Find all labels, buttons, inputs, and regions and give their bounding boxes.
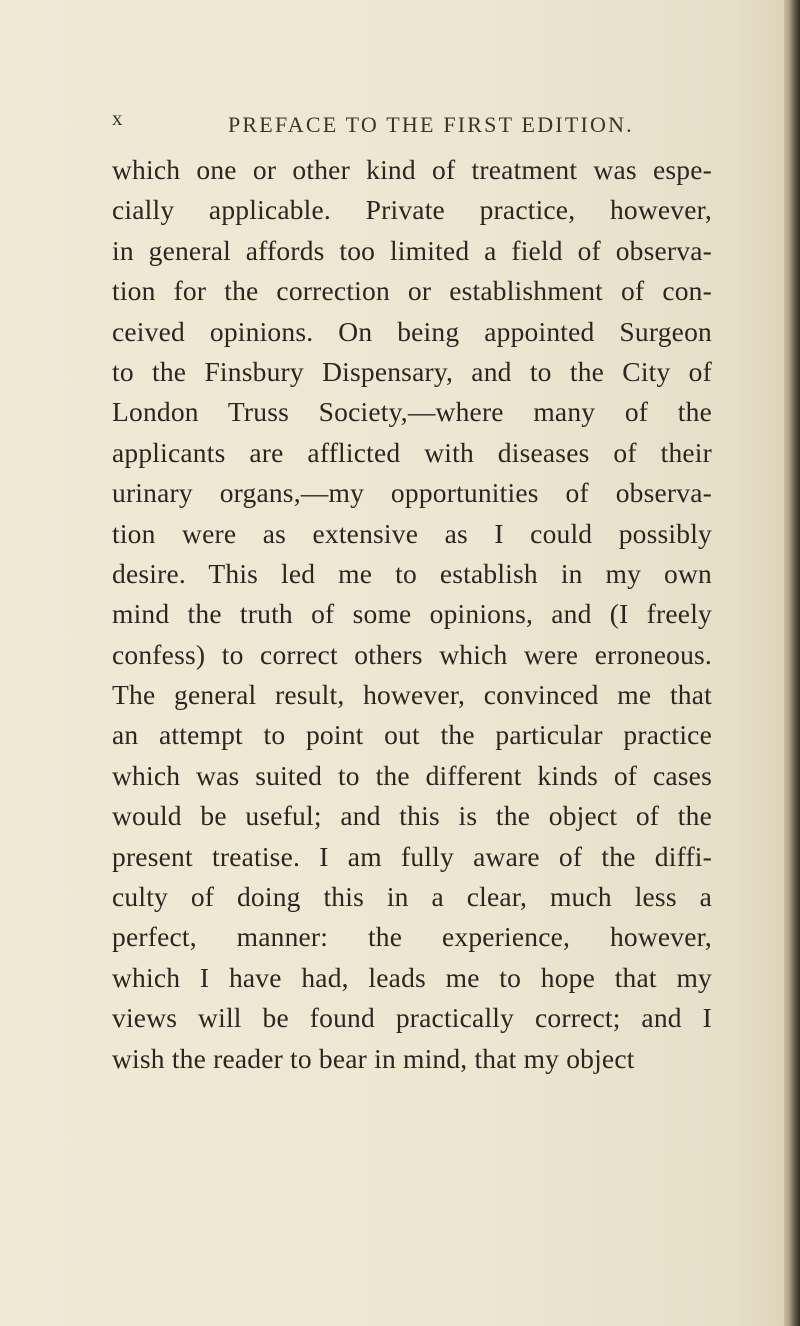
text-line: wish the reader to bear in mind, that my object	[112, 1042, 635, 1074]
text-line: London Truss Society,—where many of the	[112, 396, 712, 428]
text-line: perfect, manner: the experience, however,	[112, 921, 712, 953]
body-text	[112, 150, 712, 1079]
text-line: applicants are afflicted with diseases of their	[112, 436, 712, 468]
text-line: confess) to correct others which were erroneous.	[112, 638, 712, 670]
text-line: tion for the correction or establishment of con-	[112, 275, 712, 307]
text-line: desire. This led me to establish in my own	[112, 557, 712, 589]
page-number: x	[112, 106, 124, 130]
running-head-title: PREFACE TO THE FIRST EDITION.	[228, 112, 634, 137]
text-line: which was suited to the different kinds of cases	[112, 759, 712, 791]
text-line: cially applicable. Private practice, however,	[112, 194, 712, 226]
text-line: an attempt to point out the particular practice	[112, 719, 712, 751]
running-head	[112, 106, 732, 146]
text-line: The general result, however, convinced me that	[112, 679, 712, 711]
text-line: tion were as extensive as I could possibly	[112, 517, 712, 549]
text-line: mind the truth of some opinions, and (I freely	[112, 598, 712, 630]
text-line: views will be found practically correct; and I	[112, 1002, 712, 1034]
text-line: which one or other kind of treatment was espe-	[112, 154, 712, 185]
text-line: in general affords too limited a field of observa-	[112, 234, 712, 266]
text-line: would be useful; and this is the object of the	[112, 800, 712, 832]
text-line: ceived opinions. On being appointed Surgeon	[112, 315, 712, 347]
text-line: present treatise. I am fully aware of the diffi-	[112, 840, 712, 872]
text-line: to the Finsbury Dispensary, and to the City of	[112, 355, 712, 387]
text-line: culty of doing this in a clear, much less a	[112, 881, 712, 913]
page-edge-shadow	[784, 0, 800, 1326]
text-line: which I have had, leads me to hope that my	[112, 961, 712, 993]
text-line: urinary organs,—my opportunities of observa-	[112, 477, 712, 509]
